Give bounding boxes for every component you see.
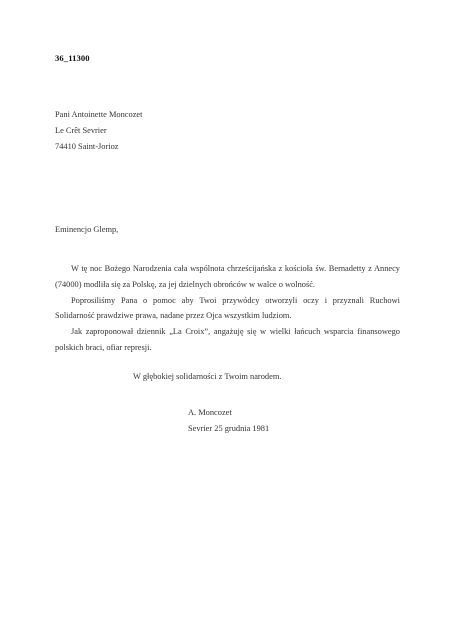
letter-body xyxy=(55,261,400,356)
paragraph: Jak zaproponował dziennik „La Croix”, angażuję się w wielki łańcuch wsparcia finansowego polskich braci, ofiar represji. xyxy=(55,327,400,352)
paragraph: Poprosiliśmy Pana o pomoc aby Twoi przywódcy otworzyli oczy i przyznali Ruchowi Solidarność prawdziwe prawa, nadane przez Ojca wszystkim ludziom. xyxy=(55,295,400,321)
closing-line: W głębokiej solidarności z Twoim narodem. xyxy=(133,372,282,381)
paragraph: W tę noc Bożego Narodzenia cała wspólnota chrześcijańska z kościoła św. Bernadetty z Annecy (74000) modliła się za Polskę, za jej dzielnych obrońców w walce o wolność. xyxy=(55,264,400,289)
reference-number: 36_11300 xyxy=(55,53,90,63)
sender-address xyxy=(55,107,142,155)
salutation: Eminencjo Glemp, xyxy=(55,225,119,234)
address-name: Pani Antoinette Moncozet xyxy=(55,110,143,119)
signature-block xyxy=(188,405,269,437)
address-street: Le Crêt Sevrier xyxy=(55,126,107,135)
signature-name: A. Moncozet xyxy=(188,408,232,417)
address-city: 74410 Saint-Jorioz xyxy=(55,142,119,151)
signature-place-date: Sevrier 25 grudnia 1981 xyxy=(188,424,270,433)
